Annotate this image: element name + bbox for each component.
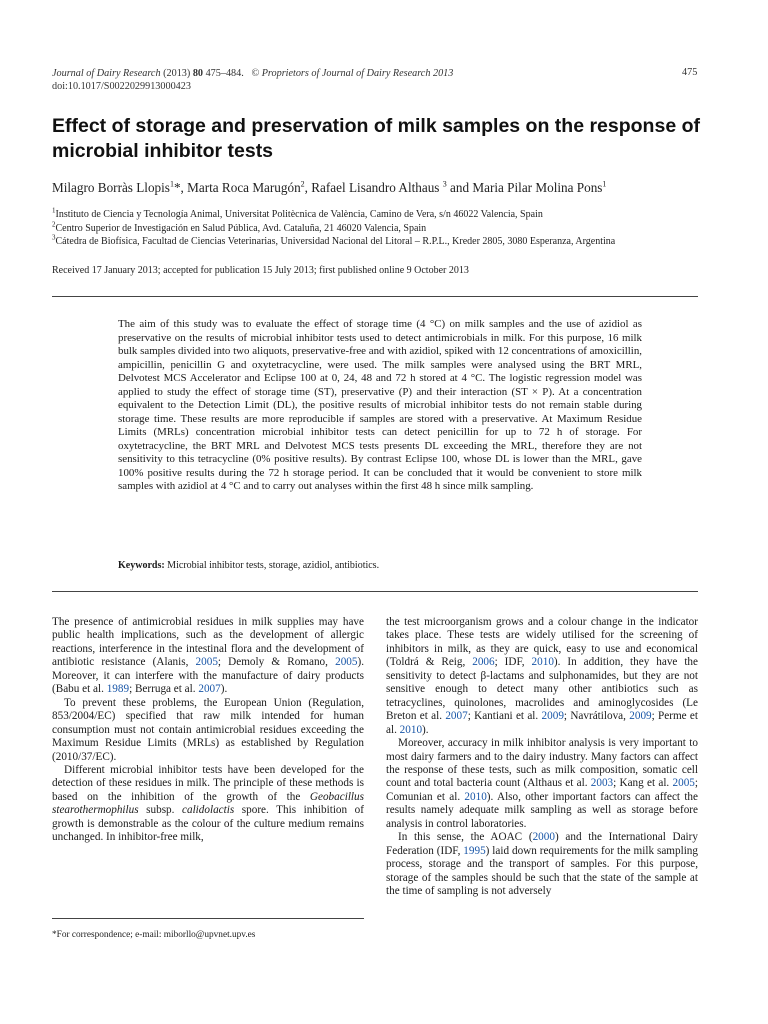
doi: doi:10.1017/S0022029913000423 xyxy=(52,81,191,92)
citation-link[interactable]: 2003 xyxy=(590,777,614,790)
page-number: 475 xyxy=(682,67,698,78)
copyright-notice: © Proprietors of Journal of Dairy Research 2013 xyxy=(251,68,454,79)
citation-line: Journal of Dairy Research (2013) 80 475–484. © Proprietors of Journal of Dairy Research 2013 xyxy=(52,68,454,79)
running-header xyxy=(52,67,453,93)
volume-number: 80 xyxy=(192,68,204,79)
citation-link[interactable]: 2005 xyxy=(672,777,695,790)
citation-link[interactable]: 2010 xyxy=(464,790,487,803)
paragraph: Different microbial inhibitor tests have been developed for the detection of these residues in milk. The principle of these methods is based on the inhibition of the growth of the Geobacillus stearothermophilus subsp. calidolactis spore. This inhibition of growth is demonstrable as the colour of the culture medium remains unchanged. In inhibitor-free milk, xyxy=(52,763,364,844)
citation-link[interactable]: 2006 xyxy=(472,656,495,669)
species-name: Geobacillus stearothermophilus xyxy=(52,790,364,817)
abstract: The aim of this study was to evaluate the effect of storage time (4 °C) on milk samples and the use of azidiol as preservative on the results of microbial inhibitor tests used to detect antimicrobials in milk. For this purpose, 16 milk bulk samples divided into two aliquots, preservative-free and with azidiol, spiked with 12 concentrations of amoxicillin, ampicillin, penicillin G and oxytetracycline, were used. The milk samples were analysed using the BRT MRL, Delvotest MCS Accelerator and Eclipse 100 at 0, 24, 48 and 72 h stored at 4 °C. The logistic regression model was applied to study the effect of storage time (ST), preservative (P) and their interaction (ST × P). At a concentration equivalent to the Detection Limit (DL), the positive results of microbial inhibitor tests do not remain stable during storage time. These results are more reproducible if samples are stored with a preservative. At Maximum Residue Limits (MRLs) concentration microbial inhibitor tests can detect penicillin for up to 72 h of storage. For oxytetracycline, the BRT MRL and Delvotest MCS tests presents DL exceeding the MRL, therefore they are not sensitivity to this tetracycline (0% positive results). By contrast Eclipse 100, whose DL is lower than the MRL, gave 100% positive results during the 72 h storage period. It can be concluded that it would be convenient to store milk samples with azidiol at 4 °C and to carry out analyses within the first 48 h since milk sampling. xyxy=(118,318,642,492)
divider xyxy=(52,591,698,592)
citation-link[interactable]: 1989 xyxy=(106,683,130,696)
author-list: Milagro Borràs Llopis$^1$*, Marta Roca Marugón$^2$, Rafael Lisandro Althaus $^3$ and Maria Pilar Molina Pons$^1$ xyxy=(52,179,607,195)
citation-link[interactable]: 2005 xyxy=(195,656,218,669)
affiliations xyxy=(52,208,712,249)
citation-link[interactable]: 2007 xyxy=(198,683,221,696)
affiliation-item: $^2$Centro Superior de Investigación en Salud Pública, Avd. Cataluña, 21 46020 Valencia, Spain xyxy=(52,220,427,234)
article-title: Effect of storage and preservation of milk samples on the response of microbial inhibitor tests xyxy=(52,115,700,162)
paragraph: To prevent these problems, the European Union (Regulation, 853/2004/EC) specified that raw milk intended for human consumption must not contain antimicrobial residues exceeding the Maximum Residue Limits (MRLs) as established by Regulation (2010/37/EC). xyxy=(52,696,364,763)
body-column-left xyxy=(52,616,364,845)
affiliation-item: $^1$Instituto de Ciencia y Tecnología Animal, Universitat Politècnica de València, Camino de Vera, s/n 46022 Valencia, Spain xyxy=(52,206,543,220)
body-column-right xyxy=(386,616,698,899)
citation-link[interactable]: 2010 xyxy=(531,656,554,669)
citation-link[interactable]: 2000 xyxy=(532,831,555,844)
footnote-divider xyxy=(52,918,364,919)
citation-link[interactable]: 2009 xyxy=(541,710,564,723)
paragraph: In this sense, the AOAC (2000) and the International Dairy Federation (IDF, 1995) laid down requirements for the milk sampling process, storage and the transport of samples. For this purpose, storage of the samples should be such that the state of the sample at the time of sampling is not adversely xyxy=(386,831,698,898)
journal-name: Journal of Dairy Research xyxy=(52,68,161,79)
divider xyxy=(52,296,698,297)
publication-dates: Received 17 January 2013; accepted for publication 15 July 2013; first published online 9 October 2013 xyxy=(52,265,469,276)
affiliation-item: $^3$Cátedra de Biofísica, Facultad de Ciencias Veterinarias, Universidad Nacional del Litoral – R.P.L., Kreder 2805, 3080 Esperanza, Argentina xyxy=(52,233,616,247)
citation-link[interactable]: 2005 xyxy=(335,656,358,669)
paragraph: The presence of antimicrobial residues in milk supplies may have public health implications, such as the development of allergic reactions, interference in the intestinal flora and the development of antibiotic resistance (Alanis, 2005; Demoly & Romano, 2005). Moreover, it can interfere with the manufacture of dairy products (Babu et al. 1989; Berruga et al. 2007). xyxy=(52,616,364,696)
citation-link[interactable]: 2007 xyxy=(445,710,468,723)
citation-link[interactable]: 2010 xyxy=(399,723,423,736)
citation-link[interactable]: 2009 xyxy=(629,710,652,723)
correspondence-footnote: *For correspondence; e-mail: miborllo@upvnet.upv.es xyxy=(52,930,256,940)
paragraph: Moreover, accuracy in milk inhibitor analysis is very important to most dairy farmers and to the dairy industry. Many factors can affect the response of these tests, such as milk composition, somatic cell count and total bacteria count (Althaus et al. 2003; Kang et al. 2005; Comunian et al. 2010). Also, other important factors can affect the results namely adequate milk sampling as well as storage before analysis in control laboratories. xyxy=(386,737,698,830)
keywords: Keywords: Microbial inhibitor tests, storage, azidiol, antibiotics. xyxy=(118,560,380,571)
paragraph: the test microorganism grows and a colour change in the indicator takes place. These tests are widely utilised for the screening of inhibitors in milk, as they are quick, easy to use and economical (Toldrá & Reig, 2006; IDF, 2010). In addition, they have the sensitivity to detect β-lactams and sulphonamides, but they are not sensitive enough to detect many other antibiotics such as tetracyclines, quinolones, macrolides and aminoglycosides (Le Breton et al. 2007; Kantiani et al. 2009; Navrátilova, 2009; Perme et al. 2010). xyxy=(386,616,699,736)
citation-link[interactable]: 1995 xyxy=(463,844,486,857)
